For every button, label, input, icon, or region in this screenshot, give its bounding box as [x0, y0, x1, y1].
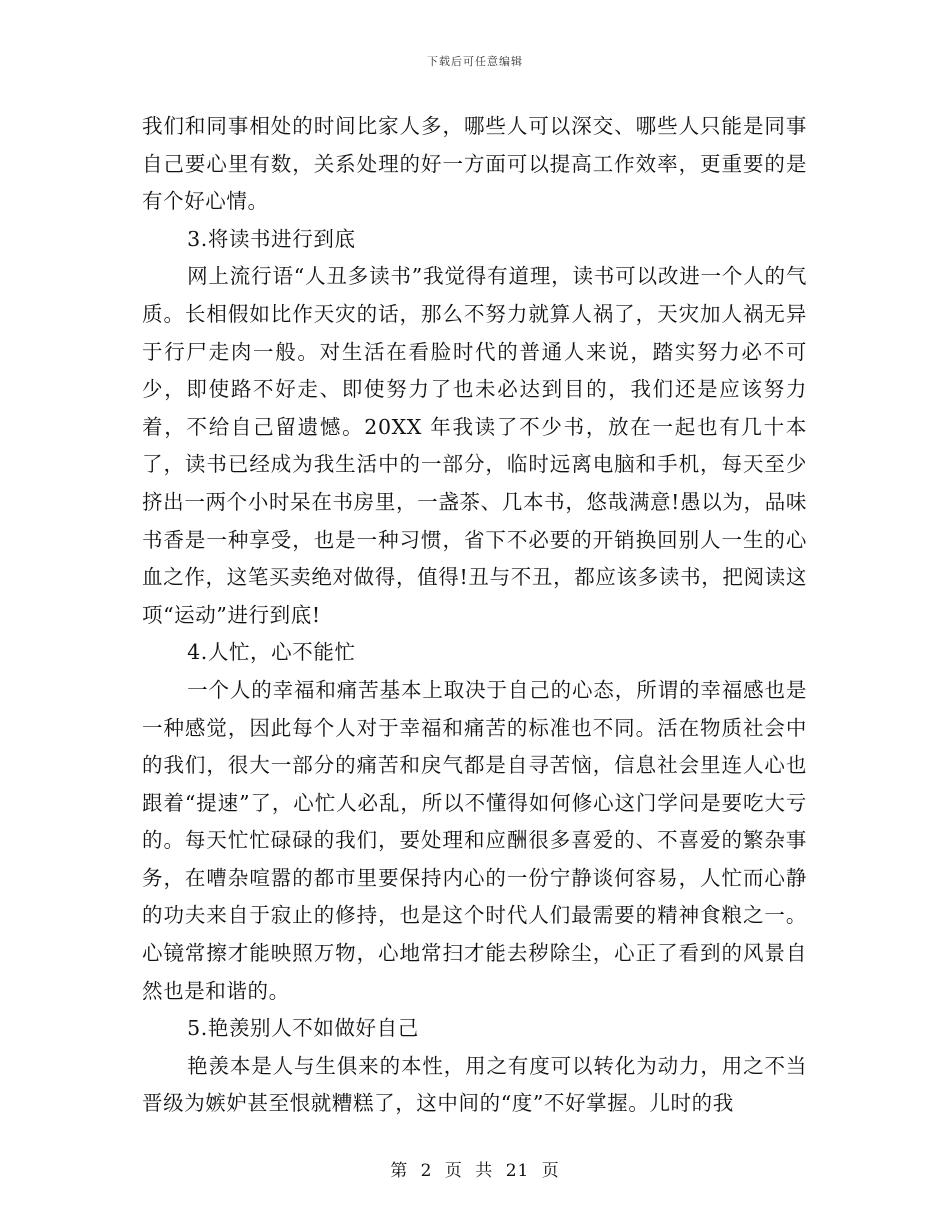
- section-heading: 4.人忙，心不能忙: [187, 640, 356, 665]
- body-paragraph: 一个人的幸福和痛苦基本上取决于自己的心态，所谓的幸福感也是一种感觉，因此每个人对于幸福和痛苦的标准也不同。活在物质社会中的我们，很大一部分的痛苦和戾气都是自寻苦恼，信息社会里连人心也跟着“提速”了，心忙人必乱，所以不懂得如何修心这门学问是要吃大亏的。每天忙忙碌碌的我们，要处理和应酬很多喜爱的、不喜爱的繁杂事务，在嘈杂喧嚣的都市里要保持内心的一份宁静谈何容易，人忙而心静的功夫来自于寂止的修持，也是这个时代人们最需要的精神食粮之一。心镜常擦才能映照万物，心地常扫才能去秽除尘，心正了看到的风景自然也是和谐的。: [142, 677, 807, 1003]
- body-paragraph: 艳羡本是人与生俱来的本性，用之有度可以转化为动力，用之不当晋级为嫉妒甚至恨就糟糕了，这中间的“度”不好掌握。儿时的我: [142, 1053, 807, 1116]
- body-paragraph: 网上流行语“人丑多读书”我觉得有道理，读书可以改进一个人的气质。长相假如比作天灾的话，那么不努力就算人祸了，天灾加人祸无异于行尸走肉一般。对生活在看脸时代的普通人来说，踏实努力必不可少，即使路不好走、即使努力了也未必达到目的，我们还是应该努力着，不给自己留遗憾。20XX 年我读了不少书，放在一起也有几十本了，读书已经成为我生活中的一部分，临时远离电脑和手机，每天至少挤出一两个小时呆在书房里，一盏茶、几本书，悠哉满意!愚以为，品味书香是一种享受，也是一种习惯，省下不必要的开销换回别人一生的心血之作，这笔买卖绝对做得，值得!丑与不丑，都应该多读书，把阅读这项“运动”进行到底!: [142, 264, 807, 627]
- body-paragraph: 我们和同事相处的时间比家人多，哪些人可以深交、哪些人只能是同事自己要心里有数，关系处理的好一方面可以提高工作效率，更重要的是有个好心情。: [142, 114, 807, 214]
- page-header: 下载后可任意编辑: [427, 55, 523, 68]
- page-number-footer: 第 2 页 共 21 页: [390, 1161, 560, 1181]
- section-heading: 5.艳羡别人不如做好自己: [187, 1016, 419, 1041]
- document-body: [142, 108, 807, 1123]
- section-heading: 3.将读书进行到底: [187, 226, 356, 251]
